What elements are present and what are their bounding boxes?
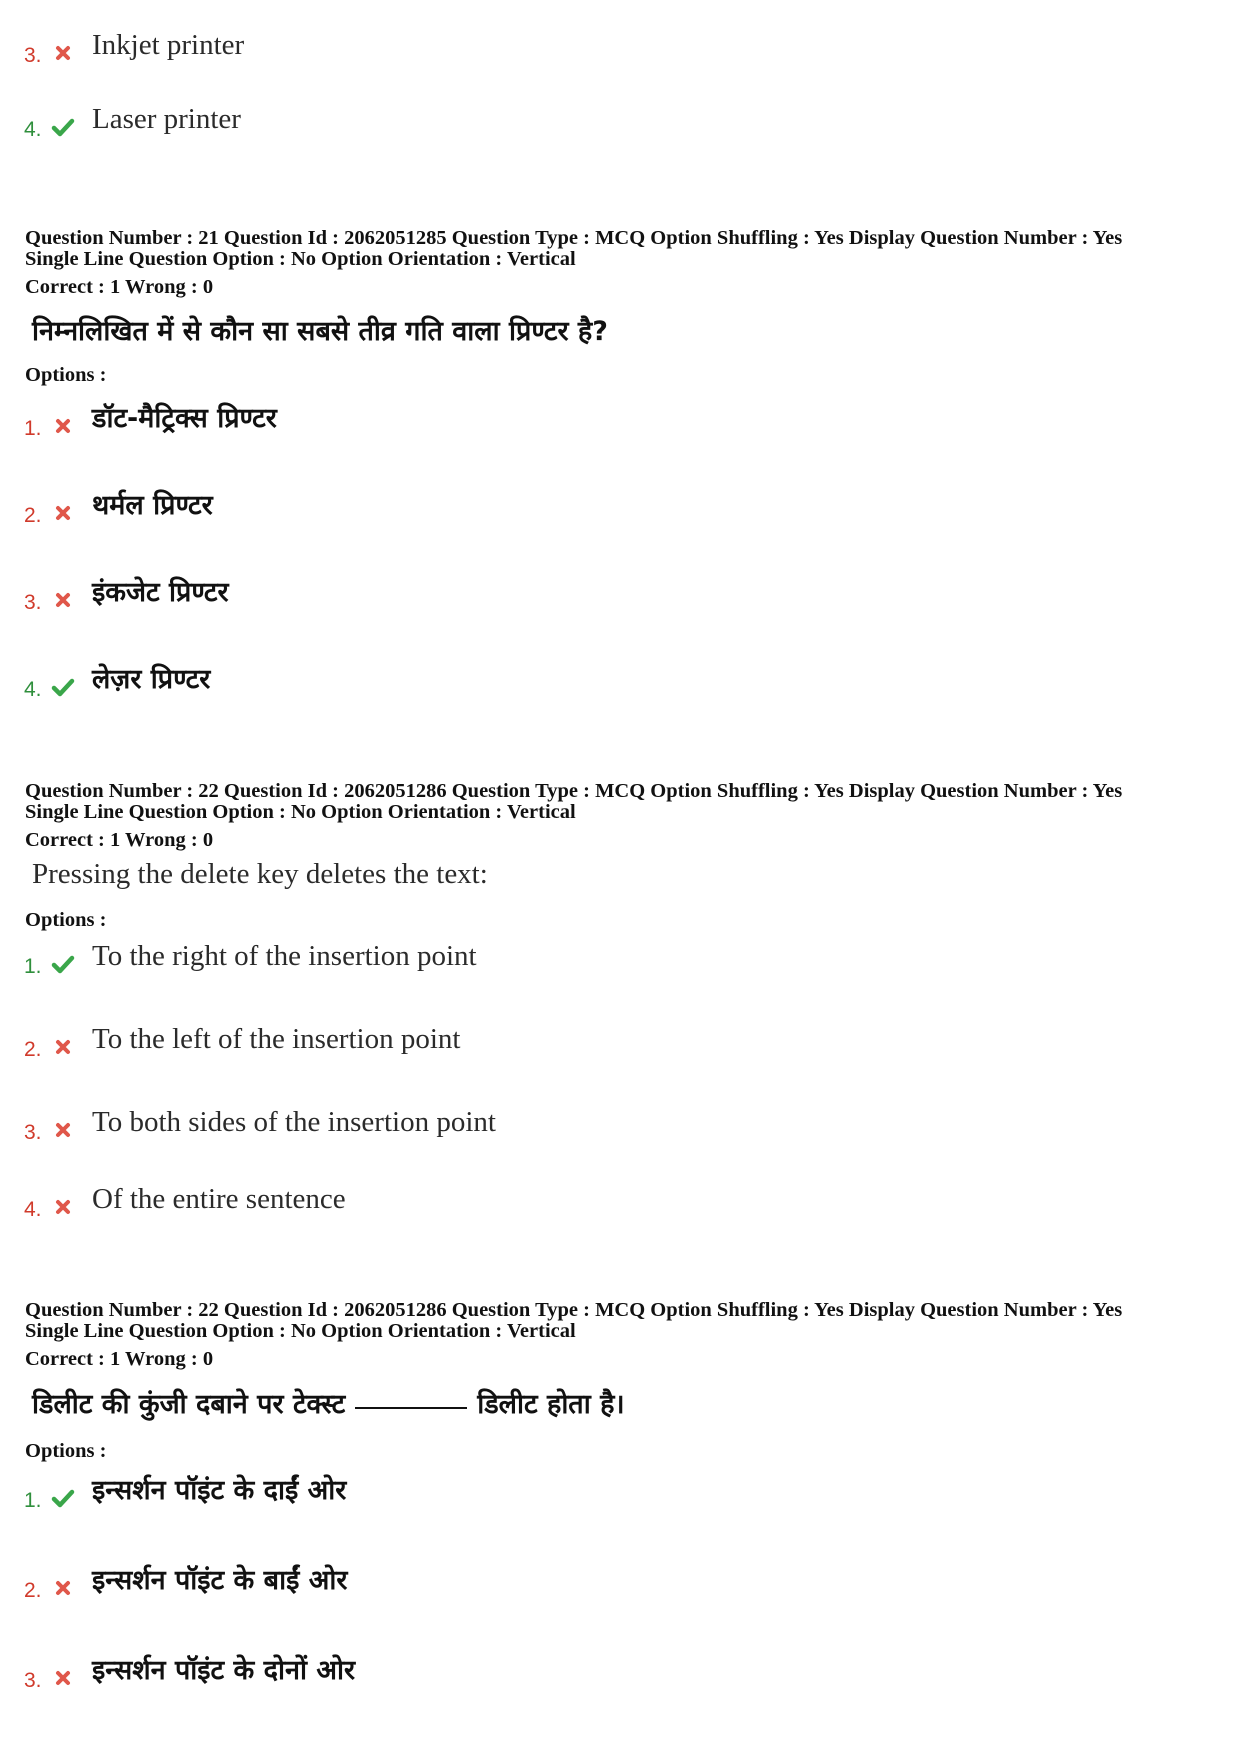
question-score-line: Correct : 1 Wrong : 0 bbox=[25, 276, 214, 298]
option-number: 2. bbox=[24, 1579, 42, 1602]
check-icon bbox=[51, 116, 75, 138]
option-text: To the right of the insertion point bbox=[92, 940, 477, 972]
option-text: इन्सर्शन पॉइंट के बाईं ओर bbox=[92, 1565, 348, 1596]
option-text: लेज़र प्रिण्टर bbox=[92, 664, 211, 695]
cross-icon bbox=[51, 1667, 75, 1689]
question-meta-line: Question Number : 22 Question Id : 2062051286 Question Type : MCQ Option Shuffling : Yes Display Question Number : Yes bbox=[25, 780, 1123, 802]
options-label: Options : bbox=[25, 364, 107, 386]
option-text: To both sides of the insertion point bbox=[92, 1106, 496, 1138]
question-text-before-blank: डिलीट की कुंजी दबाने पर टेक्स्ट bbox=[32, 1389, 346, 1420]
option-number: 3. bbox=[24, 1669, 42, 1692]
option-item bbox=[24, 662, 1124, 702]
option-item bbox=[24, 401, 1124, 441]
question-text-after-blank: डिलीट होता है। bbox=[477, 1389, 625, 1420]
question-score-line: Correct : 1 Wrong : 0 bbox=[25, 829, 214, 851]
option-item bbox=[24, 1182, 1124, 1222]
fill-in-blank bbox=[355, 1407, 467, 1409]
option-number: 4. bbox=[24, 1198, 42, 1221]
option-number: 1. bbox=[24, 955, 42, 978]
option-number: 1. bbox=[24, 417, 42, 440]
question-meta-line: Single Line Question Option : No Option Orientation : Vertical bbox=[25, 801, 576, 823]
option-number: 2. bbox=[24, 504, 42, 527]
option-text: थर्मल प्रिण्टर bbox=[92, 490, 213, 521]
option-item bbox=[24, 1022, 1124, 1062]
option-text: इन्सर्शन पॉइंट के दाईं ओर bbox=[92, 1475, 347, 1506]
question-meta-line: Single Line Question Option : No Option Orientation : Vertical bbox=[25, 1320, 576, 1342]
option-item bbox=[24, 488, 1124, 528]
option-text: इन्सर्शन पॉइंट के दोनों ओर bbox=[92, 1655, 356, 1686]
cross-icon bbox=[51, 1036, 75, 1058]
question-score-line: Correct : 1 Wrong : 0 bbox=[25, 1348, 214, 1370]
cross-icon bbox=[51, 415, 75, 437]
option-item bbox=[24, 939, 1124, 979]
question-text bbox=[32, 1384, 625, 1421]
option-item bbox=[24, 1653, 1124, 1693]
option-number: 3. bbox=[24, 1121, 42, 1144]
question-text: निम्नलिखित में से कौन सा सबसे तीव्र गति वाला प्रिण्टर है? bbox=[32, 316, 608, 347]
options-label: Options : bbox=[25, 909, 107, 931]
check-icon bbox=[51, 676, 75, 698]
check-icon bbox=[51, 1487, 75, 1509]
option-text: Inkjet printer bbox=[92, 29, 245, 61]
option-item bbox=[24, 28, 1124, 68]
option-text: Of the entire sentence bbox=[92, 1183, 346, 1215]
cross-icon bbox=[51, 589, 75, 611]
option-text: डॉट-मैट्रिक्स प्रिण्टर bbox=[92, 403, 277, 434]
cross-icon bbox=[51, 502, 75, 524]
option-item bbox=[24, 575, 1124, 615]
cross-icon bbox=[51, 1119, 75, 1141]
option-item bbox=[24, 1563, 1124, 1603]
option-item bbox=[24, 1105, 1124, 1145]
option-text: Laser printer bbox=[92, 103, 241, 135]
option-text: To the left of the insertion point bbox=[92, 1023, 461, 1055]
cross-icon bbox=[51, 1577, 75, 1599]
cross-icon bbox=[51, 1196, 75, 1218]
option-number: 4. bbox=[24, 118, 42, 141]
option-number: 1. bbox=[24, 1489, 42, 1512]
options-label: Options : bbox=[25, 1440, 107, 1462]
option-number: 2. bbox=[24, 1038, 42, 1061]
cross-icon bbox=[51, 42, 75, 64]
check-icon bbox=[51, 953, 75, 975]
option-number: 3. bbox=[24, 44, 42, 67]
option-item bbox=[24, 1473, 1124, 1513]
option-item bbox=[24, 102, 1124, 142]
option-number: 3. bbox=[24, 591, 42, 614]
option-number: 4. bbox=[24, 678, 42, 701]
option-text: इंकजेट प्रिण्टर bbox=[92, 577, 229, 608]
question-meta-line: Single Line Question Option : No Option Orientation : Vertical bbox=[25, 248, 576, 270]
question-meta-line: Question Number : 21 Question Id : 2062051285 Question Type : MCQ Option Shuffling : Yes Display Question Number : Yes bbox=[25, 227, 1123, 249]
question-meta-line: Question Number : 22 Question Id : 2062051286 Question Type : MCQ Option Shuffling : Yes Display Question Number : Yes bbox=[25, 1299, 1123, 1321]
question-text: Pressing the delete key deletes the text: bbox=[32, 858, 488, 890]
